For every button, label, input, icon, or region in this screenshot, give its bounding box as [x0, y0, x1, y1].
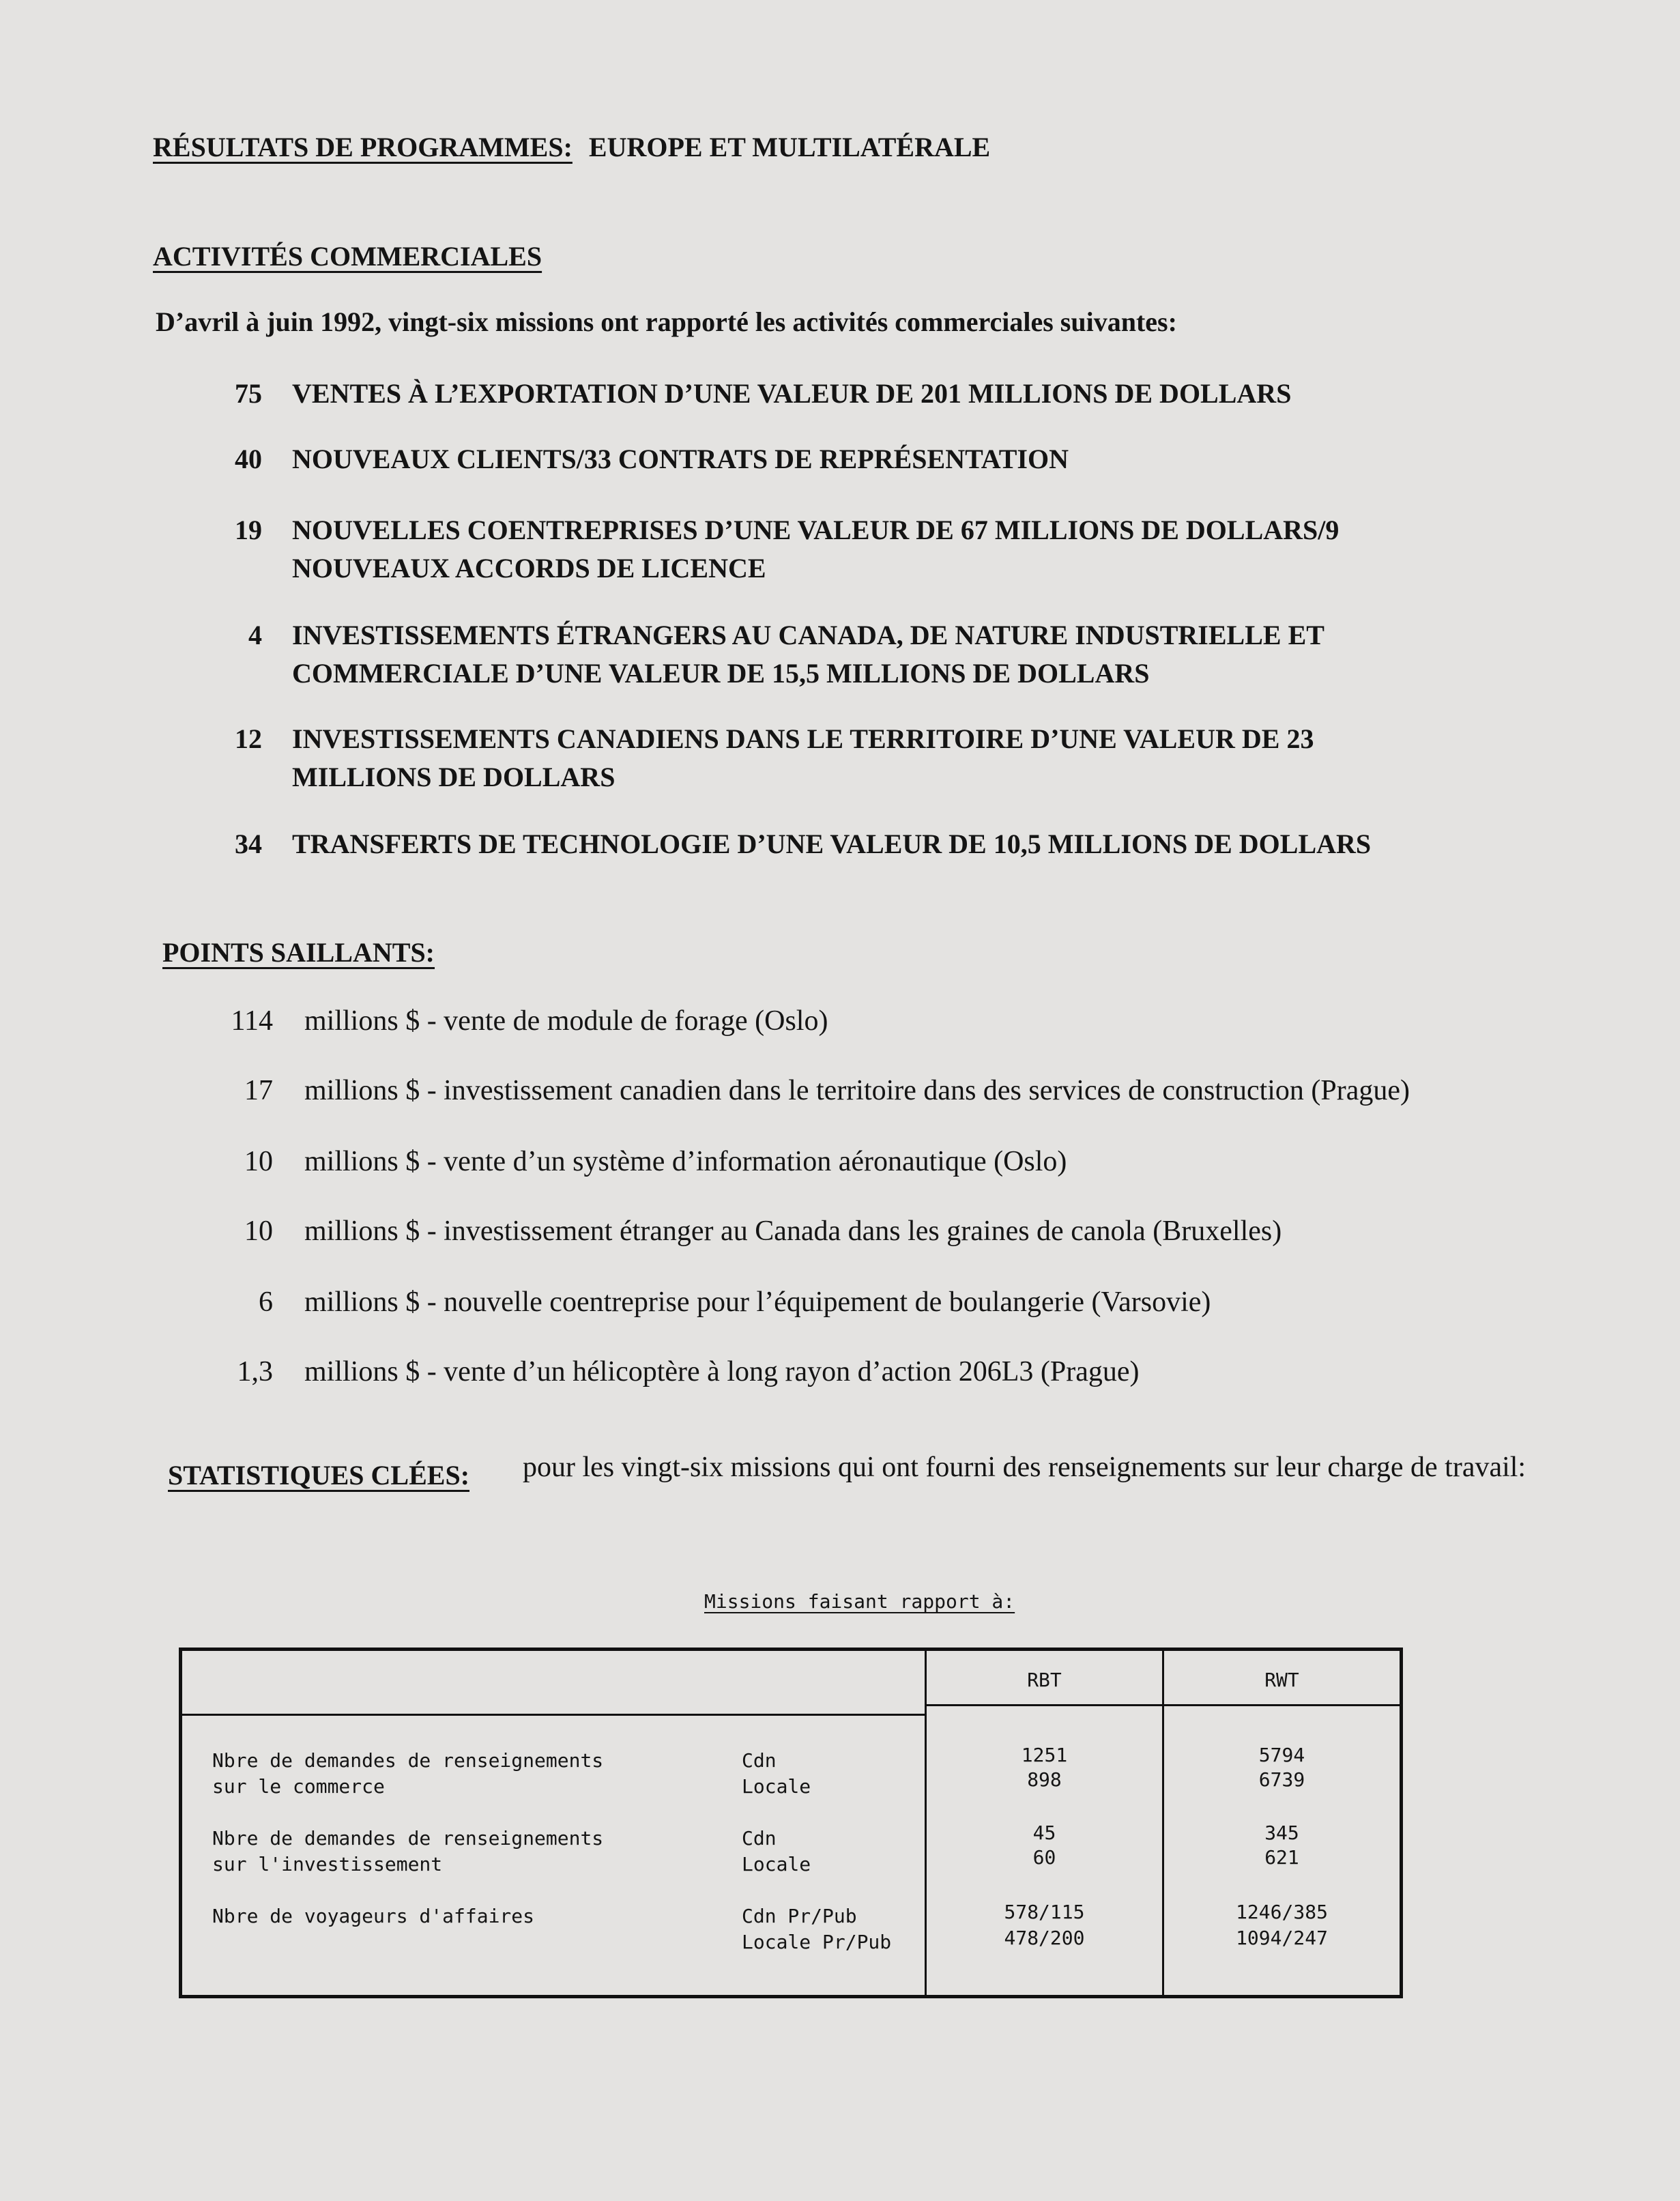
activity-count: 4 — [248, 620, 262, 650]
row-label: Nbre de demandes de renseignements — [212, 1827, 604, 1850]
highlights-heading: POINTS SAILLANTS: — [162, 937, 435, 968]
cell-rwt: 1094/247 — [1236, 1927, 1328, 1949]
row-sublabel: Locale — [742, 1853, 811, 1875]
statistics-table — [179, 1648, 1403, 1998]
activity-line: NOUVEAUX CLIENTS/33 CONTRATS DE REPRÉSENTATION — [292, 444, 1069, 474]
highlight-amount: 10 — [244, 1146, 273, 1177]
row-label: Nbre de demandes de renseignements — [212, 1749, 604, 1772]
activity-line: COMMERCIALE D’UNE VALEUR DE 15,5 MILLIONS DE DOLLARS — [292, 658, 1150, 689]
key-stats-description: pour les vingt-six missions qui ont fourni des renseignements sur leur charge de travail: — [523, 1452, 1526, 1483]
cell-rwt: 1246/385 — [1236, 1901, 1328, 1923]
header-divider — [925, 1704, 1400, 1706]
row-sublabel: Cdn Pr/Pub — [742, 1905, 857, 1927]
activity-line: TRANSFERTS DE TECHNOLOGIE D’UNE VALEUR DE 10,5 MILLIONS DE DOLLARS — [292, 829, 1372, 859]
commercial-activities-heading: ACTIVITÉS COMMERCIALES — [153, 241, 542, 272]
activity-line: MILLIONS DE DOLLARS — [292, 762, 615, 792]
header-divider — [182, 1714, 927, 1716]
row-sublabel: Locale Pr/Pub — [742, 1931, 892, 1953]
row-sublabel: Cdn — [742, 1749, 777, 1772]
program-results-label: RÉSULTATS DE PROGRAMMES: — [153, 132, 573, 162]
row-sublabel: Cdn — [742, 1827, 777, 1850]
program-results-heading — [153, 131, 990, 163]
cell-rbt: 578/115 — [1004, 1901, 1085, 1923]
highlight-text: millions $ - vente de module de forage (Oslo) — [304, 1005, 828, 1037]
activity-line: INVESTISSEMENTS ÉTRANGERS AU CANADA, DE NATURE INDUSTRIELLE ET — [292, 620, 1324, 650]
cell-rwt: 345 — [1264, 1822, 1299, 1844]
highlight-text: millions $ - nouvelle coentreprise pour l’équipement de boulangerie (Varsovie) — [304, 1286, 1211, 1318]
cell-rwt: 6739 — [1258, 1768, 1305, 1791]
cell-rwt: 621 — [1264, 1846, 1299, 1869]
cell-rbt: 1251 — [1021, 1744, 1068, 1766]
activity-line: NOUVELLES COENTREPRISES D’UNE VALEUR DE 67 MILLIONS DE DOLLARS/9 — [292, 515, 1339, 545]
row-sublabel: Locale — [742, 1775, 811, 1798]
table-caption: Missions faisant rapport à: — [704, 1590, 1015, 1613]
activity-count: 19 — [235, 515, 262, 545]
cell-rbt: 898 — [1027, 1768, 1062, 1791]
highlight-amount: 114 — [231, 1005, 273, 1037]
activity-line: VENTES À L’EXPORTATION D’UNE VALEUR DE 201 MILLIONS DE DOLLARS — [292, 378, 1292, 409]
highlight-text: millions $ - vente d’un système d’information aéronautique (Oslo) — [304, 1146, 1067, 1177]
activity-count: 12 — [235, 723, 262, 754]
cell-rbt: 478/200 — [1004, 1927, 1085, 1949]
highlight-text: millions $ - vente d’un hélicoptère à long rayon d’action 206L3 (Prague) — [304, 1356, 1140, 1387]
cell-rbt: 45 — [1032, 1822, 1056, 1844]
column-header-rbt: RBT — [1027, 1669, 1062, 1691]
activity-count: 40 — [235, 444, 262, 474]
activity-count: 34 — [235, 829, 262, 859]
column-header-rwt: RWT — [1264, 1669, 1299, 1691]
highlight-amount: 10 — [244, 1215, 273, 1247]
highlight-amount: 6 — [259, 1286, 273, 1318]
highlight-text: millions $ - investissement étranger au Canada dans les graines de canola (Bruxelles) — [304, 1215, 1282, 1247]
activity-line: NOUVEAUX ACCORDS DE LICENCE — [292, 553, 766, 584]
cell-rwt: 5794 — [1258, 1744, 1305, 1766]
key-stats-heading: STATISTIQUES CLÉES: — [168, 1460, 470, 1491]
row-label: Nbre de voyageurs d'affaires — [212, 1905, 535, 1927]
highlight-amount: 1,3 — [237, 1356, 273, 1387]
highlight-amount: 17 — [244, 1075, 273, 1106]
cell-rbt: 60 — [1032, 1846, 1056, 1869]
row-label: sur le commerce — [212, 1775, 385, 1798]
program-results-value: EUROPE ET MULTILATÉRALE — [588, 132, 991, 162]
row-label: sur l'investissement — [212, 1853, 443, 1875]
activity-count: 75 — [235, 378, 262, 409]
intro-text: D’avril à juin 1992, vingt-six missions ont rapporté les activités commerciales suivantes: — [156, 306, 1177, 337]
activity-line: INVESTISSEMENTS CANADIENS DANS LE TERRITOIRE D’UNE VALEUR DE 23 — [292, 723, 1314, 754]
highlight-text: millions $ - investissement canadien dans le territoire dans des services de construction (Prague) — [304, 1075, 1410, 1106]
